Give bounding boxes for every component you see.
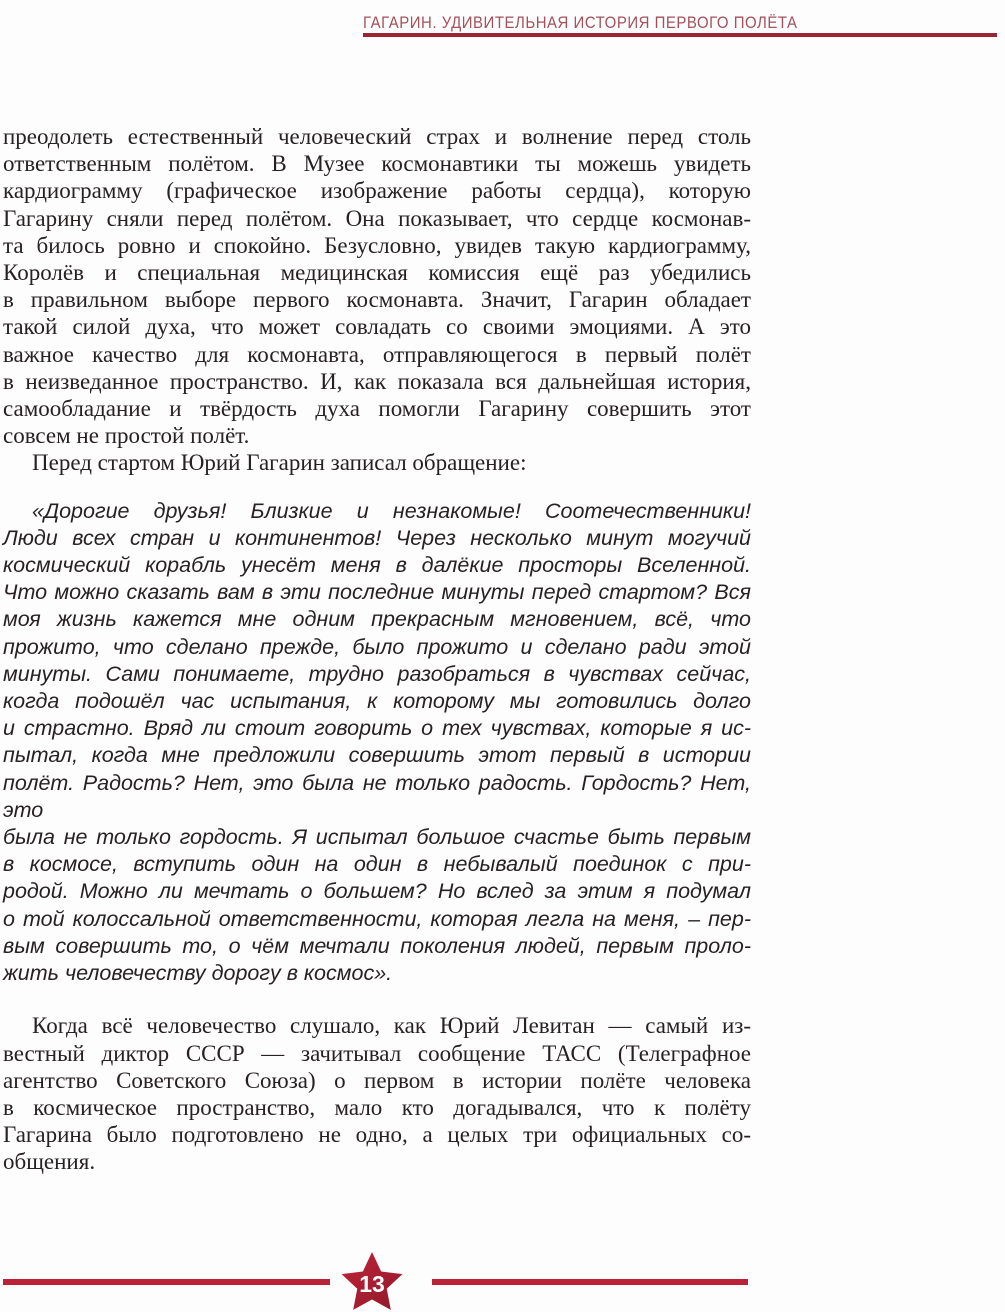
text-line: моя жизнь кажется мне одним прекрасным мгновением, всё, что: [3, 607, 751, 632]
body-text: [3, 123, 751, 1176]
text-line: о той колоссальной ответственности, которая легла на меня, – пер-: [3, 906, 751, 931]
footer-rule-left: [3, 1279, 330, 1285]
text-line: Что можно сказать вам в эти последние минуты перед стартом? Вся: [3, 580, 751, 605]
footer-rule-right: [432, 1279, 748, 1285]
text-line: «Дорогие друзья! Близкие и незнакомые! Соотечественники!: [32, 498, 751, 523]
text-line: когда подошёл час испытания, к которому мы готовились долго: [3, 689, 751, 714]
text-line: в правильном выборе первого космонавта. Значит, Гагарин обладает: [3, 287, 751, 313]
text-line: важное качество для космонавта, отправляющегося в первый полёт: [3, 341, 751, 367]
text-line: космический корабль унесёт меня в далёкие просторы Вселенной.: [3, 553, 751, 578]
text-line: совсем не простой полёт.: [3, 423, 250, 449]
text-line: та билось ровно и спокойно. Безусловно, увидев такую кардиограмму,: [3, 232, 751, 258]
running-title: ГАГАРИН. УДИВИТЕЛЬНАЯ ИСТОРИЯ ПЕРВОГО ПОЛЁТА: [363, 13, 798, 32]
quote-gagarin-address: [3, 498, 751, 988]
text-line: самообладание и твёрдость духа помогли Гагарину совершить этот: [3, 396, 751, 422]
paragraph-address-intro: [3, 449, 751, 476]
text-line: Королёв и специальная медицинская комиссия ещё раз убедились: [3, 260, 751, 286]
text-line: минуты. Сами понимаете, трудно разобраться в чувствах сейчас,: [3, 661, 751, 686]
text-line: прожито, что сделано прежде, было прожито и сделано ради этой: [3, 634, 751, 659]
text-line: агентство Советского Союза) о первом в истории полёте человека: [3, 1067, 751, 1093]
page-number-star: [338, 1250, 406, 1312]
text-line: кардиограмму (графическое изображение работы сердца), которую: [3, 178, 751, 204]
text-line: общения.: [3, 1149, 96, 1175]
paragraph-flight-preparation: [3, 123, 751, 449]
text-line: пытал, когда мне предложили совершить этот первый в истории: [3, 743, 751, 768]
text-line: родой. Можно ли мечтать о большем? Но вслед за этим я подумал: [3, 879, 751, 904]
text-line: ответственным полётом. В Музее космонавтики ты можешь увидеть: [3, 151, 751, 177]
text-line: полёт. Радость? Нет, это была не только радость. Гордость? Нет, это: [3, 770, 751, 822]
paragraph-tass-announcement: [3, 1012, 751, 1175]
text-line: такой силой духа, что может совладать со своими эмоциями. А это: [3, 314, 751, 340]
text-line: в космическое пространство, мало кто догадывался, что к полёту: [3, 1094, 751, 1120]
text-line: Люди всех стран и континентов! Через несколько минут могучий: [3, 525, 751, 550]
page-number: 13: [359, 1271, 385, 1297]
text-line: вым совершить то, о чём мечтали поколения людей, первым проло-: [3, 933, 751, 958]
text-line: была не только гордость. Я испытал большое счастье быть первым: [3, 825, 751, 850]
text-line: Гагарину сняли перед полётом. Она показывает, что сердце космонав-: [3, 205, 751, 231]
text-line: Перед стартом Юрий Гагарин записал обращение:: [32, 450, 527, 476]
text-line: в космосе, вступить один на один в небывалый поединок с при-: [3, 852, 751, 877]
text-line: в неизведанное пространство. И, как показала вся дальнейшая история,: [3, 368, 751, 394]
text-line: вестный диктор СССР — зачитывал сообщение ТАСС (Телеграфное: [3, 1040, 751, 1066]
text-line: и страстно. Вряд ли стоит говорить о тех чувствах, которые я ис-: [3, 716, 751, 741]
text-line: преодолеть естественный человеческий страх и волнение перед столь: [3, 124, 751, 149]
text-line: жить человечеству дорогу в космос».: [3, 961, 393, 986]
header-rule: [363, 33, 997, 37]
text-line: Гагарина было подготовлено не одно, а целых три официальных со-: [3, 1122, 751, 1148]
text-line: Когда всё человечество слушало, как Юрий Левитан — самый из-: [32, 1013, 751, 1039]
